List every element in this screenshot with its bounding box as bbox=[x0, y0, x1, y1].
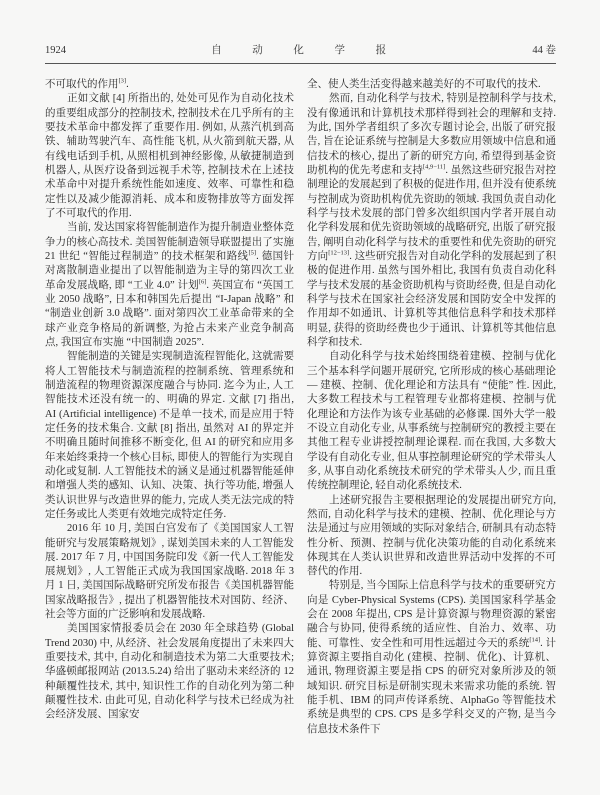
citation-superscript: [14] bbox=[529, 636, 541, 644]
paragraph: 全、使人类生活变得越来越美好的不可取代的技术. bbox=[307, 79, 541, 90]
article-body bbox=[45, 78, 556, 737]
paragraph: 智能制造的关键是实现制造流程智能化, 这就需要将人工智能技术与制造流程的控制系统、管理系统和制造流程的物理资源深度融合与协同. 迄今为止, 人工智能技术还没有统一的、明确的界定. 文献 [7] 指出, AI (Artificial intelligence) 不是单一技术, 而是应用于特定任务的技术集合. 文献 [8] 指出, 虽然对 AI 的界定并不明确且随时间推移不断变化, 但 AI 的研究和应用多年来始终秉持一个核心目标, 即使人的智能行为实现自动化或复制. 人工智能技术的涵义是通过机器智能延伸和增强人类的感知、认知、决策、执行等功能, 增强人类认识世界与改造世界的能力, 完成人类无法完成的特定任务或比人类更有效地完成特定任务. bbox=[45, 351, 294, 520]
paragraph: 正如文献 [4] 所指出的, 处处可见作为自动化技术的重要组成部分的控制技术, 控制技术在几乎所有的主要技术革命中都发挥了重要作用. 例如, 从蒸汽机到高铁、辅助驾驶汽车、高性能飞机, 从火箭到航天器, 从有线电话到手机, 从照相机到神经影像, 从敏捷制造到机器人, 从医疗设备到远视手术等, 控制技术在上述技术革命中对提升系统性能如速度、效率、可靠性和稳定性以及减少能源消耗、成本和废物排放等方面发挥了不可取代的作用. bbox=[45, 93, 294, 219]
citation-superscript: [3] bbox=[118, 77, 127, 85]
citation-superscript: [12−13] bbox=[328, 249, 350, 257]
paragraph: 2016 年 10 月, 美国白宫发布了《美国国家人工智能研究与发展策略规划》, 谋划美国未来的人工智能发展. 2017 年 7 月, 中国国务院印发《新一代人工智能发展规划》, 人工智能正式成为我国国家战略. 2018 年 3 月 1 日, 美国国际战略研究所发布报告《美国机器智能国家战略报告》, 提出了机器智能技术对国防、经济、社会等方面的广泛影响和发展战略. bbox=[45, 523, 294, 621]
citation-superscript: [4,9−11] bbox=[422, 163, 446, 171]
page-header bbox=[45, 42, 556, 57]
paragraph: 当前, 发达国家将智能制造作为提升制造业整体竞争力的核心高技术. 美国智能制造领导联盟提出了实施 21 世纪 “智能过程制造” 的技术框架和路线[5]. 德国针对离散制造业提出了以智能制造为主导的第四次工业革命发展战略, 即 “工业 4.0” 计划[6]. 英国宣布 “英国工业 2050 战略”, 日本和韩国先后提出 “I-Japan 战略” 和 “制造业创新 3.0 战略”. 面对第四次工业革命带来的全球产业竞争格局的新调整, 为抢占未来产业竞争制高点, 我国宣布实施 “中国制造 2025”. bbox=[45, 222, 294, 348]
citation-superscript: [5] bbox=[248, 249, 257, 257]
paragraph: 美国国家情报委员会在 2030 年全球趋势 (Global Trend 2030) 中, 从经济、社会发展角度提出了未来四大重要技术, 其中, 自动化和制造技术为第二大重要技术; 华盛顿邮报网站 (2013.5.24) 给出了驱动未来经济的 12 种颠覆性技术, 其中, 知识性工作的自动化列为第二种颠覆性技术. 由此可见, 自动化科学与技术已经成为社会经济发展、国家安 bbox=[45, 623, 294, 721]
header-rule bbox=[45, 63, 556, 64]
page-number: 1924 bbox=[45, 45, 66, 56]
journal-title: 自 动 化 学 报 bbox=[211, 45, 388, 56]
paragraph: 不可取代的作用[3]. bbox=[45, 77, 129, 90]
left-column bbox=[45, 78, 294, 737]
paragraph: 上述研究报告主要根据理论的发展提出研究方向, 然而, 自动化科学与技术的建模、控制、优化理论与方法是通过与应用领域的实际对象结合, 研制具有动态特性分析、预测、控制与优化决策功能的自动化系统来体现其在人类认识世界和改造世界活动中发挥的不可替代的作用. bbox=[307, 494, 556, 578]
paragraph: 特别是, 当今国际上信息科学与技术的重要研究方向是 Cyber-Physical Systems (CPS). 美国国家科学基金会在 2008 年提出, CPS 是计算资源与物理资源的紧密融合与协同, 使得系统的适应性、自治力、效率、功能、可靠性、安全性和可用性远超过今天的系统[14]. 计算资源主要指自动化 (建模、控制、优化)、计算机、通讯, 物理资源主要是指 CPS 的研究对象所涉及的领域知识. 研究目标是研制实现未来需求功能的系统. 智能手机、IBM 的同声传译系统、AlphaGo 等智能技术系统是典型的 CPS. CPS 是多学科交叉的产物, 是当今信息技术条件下 bbox=[307, 580, 557, 735]
paragraph: 自动化科学与技术始终围绕着建模、控制与优化三个基本科学问题开展研究, 它所形成的核心基础理论 — 建模、控制、优化理论和方法具有 “使能” 性. 因此, 大多数工程技术与工程管理专业都将建模、控制与优化理论和方法作为该专业基础的必修课. 国外大学一般不设立自动化专业, 从事系统与控制研究的教授主要在其他工程专业讲授控制理论课程. 而在我国, 大多数大学设有自动化专业, 但从事控制理论研究的学术带头人多, 从事自动化系统技术研究的学术带头人少, 而且重传统控制理论, 轻自动化系统技术. bbox=[307, 351, 556, 492]
volume-label: 44 卷 bbox=[532, 45, 556, 56]
right-column bbox=[307, 78, 556, 737]
citation-superscript: [6] bbox=[198, 278, 207, 286]
paragraph: 然而, 自动化科学与技术, 特别是控制科学与技术, 没有像通讯和计算机技术那样得到社会的理解和支持. 为此, 国外学者组织了多次专题讨论会, 出版了研究报告, 旨在论证系统与控制是大多数应用领域中信息和通信技术的核心, 提出了新的研究方向, 希望得到基金资助机构的优先考虑和支持[4,9−11]. 虽然这些研究报告对控制理论的发展起到了积极的促进作用, 但并没有使系统与控制成为资助机构优先资助的领域. 我国负责自动化科学与技术发展的部门曾多次组织国内学者开展自动化学科发展和优先资助领域的战略研究, 出版了研究报告, 阐明自动化科学与技术的重要性和优先资助的研究方向[12−13]. 这些研究报告对自动化学科的发展起到了积极的促进作用. 虽然与国外相比, 我国有负责自动化科学与技术发展的基金资助机构与资助经费, 但是自动化科学与技术在国家社会经济发展和国防安全中发挥的作用却不如通讯、计算机等其他信息科学和技术那样明显, 获得的资助经费也少于通讯、计算机等其他信息科学和技术. bbox=[307, 93, 557, 348]
